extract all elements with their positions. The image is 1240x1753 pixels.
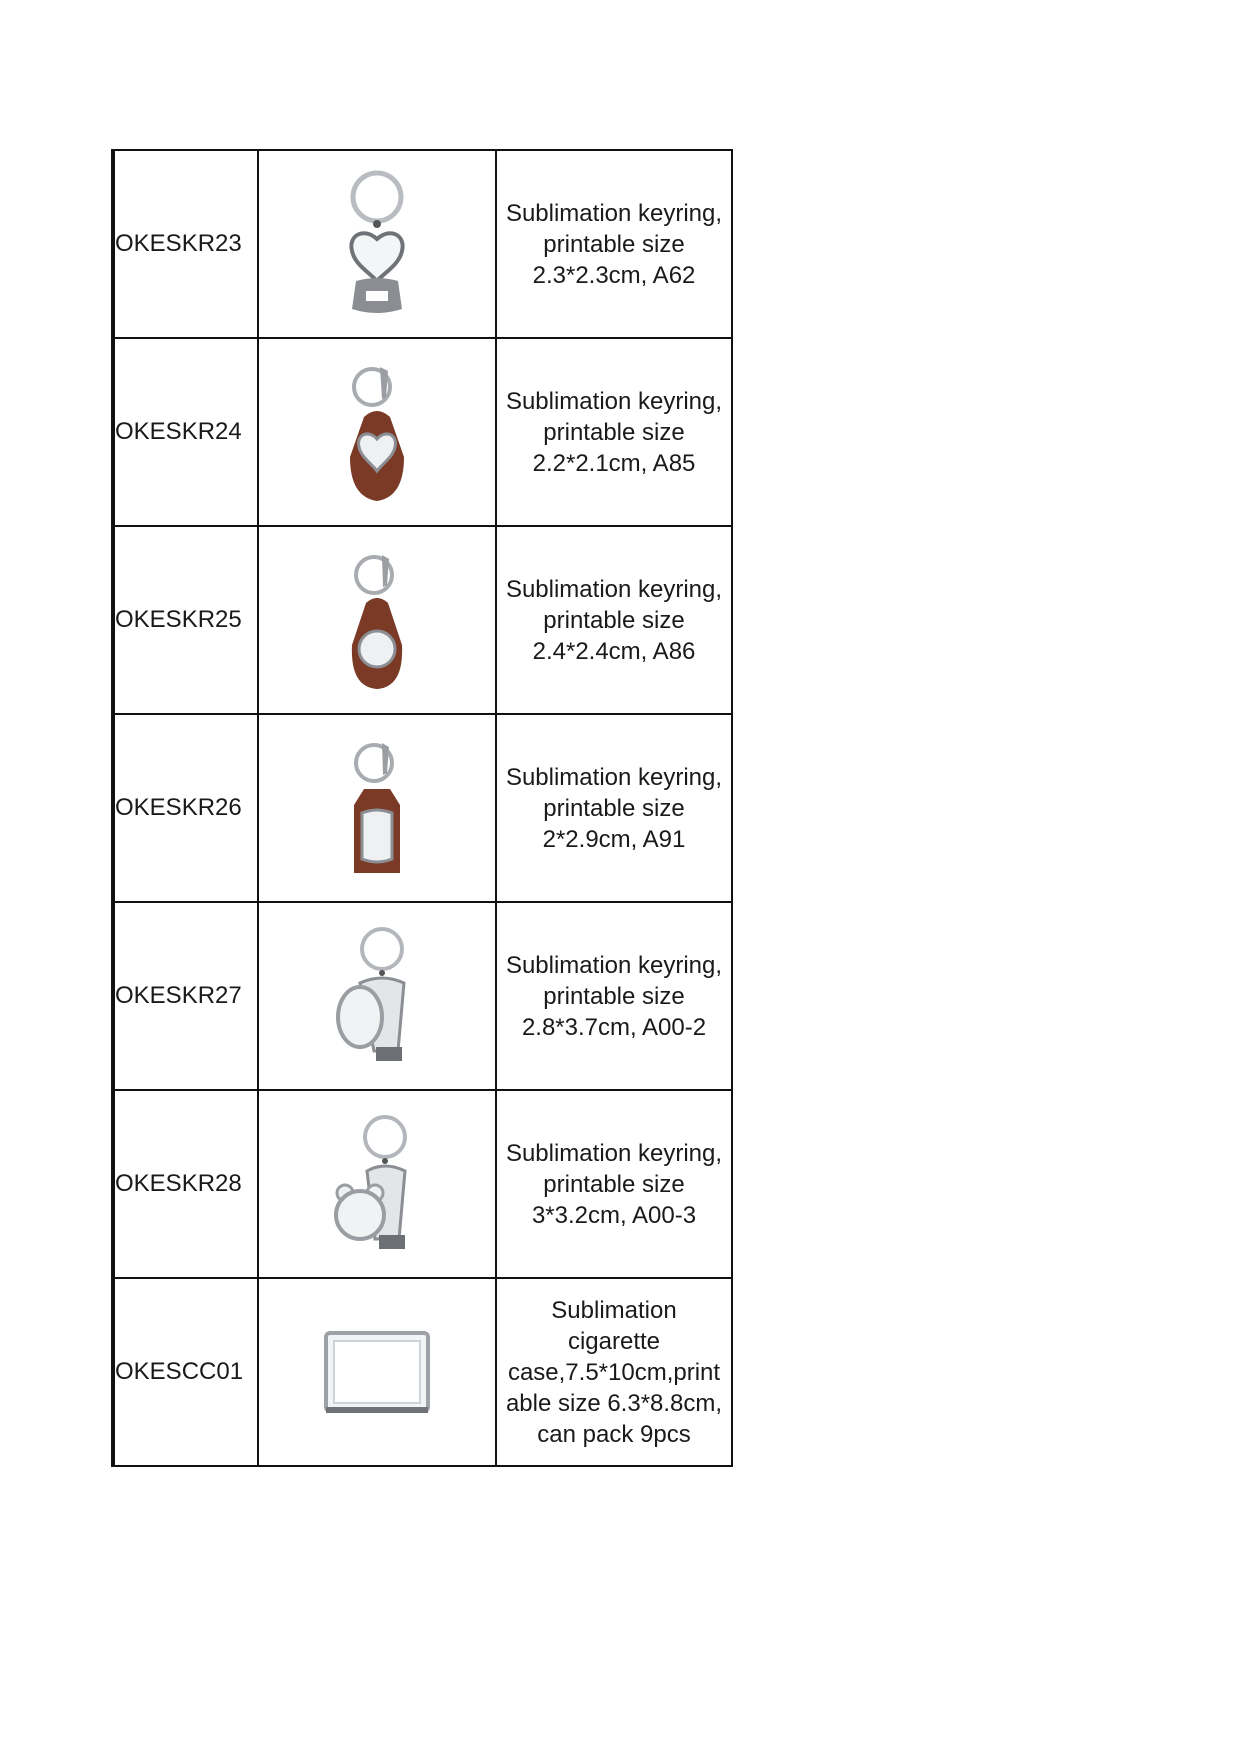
product-description: Sublimation keyring, printable size 2.4*2.4cm, A86 [496, 526, 732, 714]
product-table [111, 149, 733, 1467]
table-row [113, 150, 732, 338]
table-row [113, 338, 732, 526]
product-image-cell [258, 150, 496, 338]
heart-bottle-opener-keyring-icon [342, 169, 412, 319]
leather-rectangle-keyring-icon [342, 733, 412, 883]
product-description: Sublimation keyring, printable size 2*2.9cm, A91 [496, 714, 732, 902]
product-code: OKESKR27 [113, 902, 258, 1090]
cigarette-case-icon [322, 1327, 432, 1417]
leather-heart-keyring-icon [342, 357, 412, 507]
product-code: OKESKR26 [113, 714, 258, 902]
product-description: Sublimation keyring, printable size 2.3*2.3cm, A62 [496, 150, 732, 338]
product-image-cell [258, 1090, 496, 1278]
table-row [113, 902, 732, 1090]
product-code: OKESKR24 [113, 338, 258, 526]
leather-round-keyring-icon [342, 545, 412, 695]
product-code: OKESKR28 [113, 1090, 258, 1278]
product-image-cell [258, 902, 496, 1090]
product-image-cell [258, 714, 496, 902]
table-row [113, 1278, 732, 1466]
product-image-cell [258, 338, 496, 526]
table-row [113, 1090, 732, 1278]
table-row [113, 526, 732, 714]
product-description: Sublimation cigarette case,7.5*10cm,print able size 6.3*8.8cm, can pack 9pcs [496, 1278, 732, 1466]
nail-clipper-keyring-icon [332, 921, 422, 1071]
product-description: Sublimation keyring, printable size 3*3.2cm, A00-3 [496, 1090, 732, 1278]
product-image-cell [258, 1278, 496, 1466]
product-description: Sublimation keyring, printable size 2.2*2.1cm, A85 [496, 338, 732, 526]
product-code: OKESKR25 [113, 526, 258, 714]
product-image-cell [258, 526, 496, 714]
table-row [113, 714, 732, 902]
product-code: OKESKR23 [113, 150, 258, 338]
product-code: OKESCC01 [113, 1278, 258, 1466]
bear-nail-clipper-keyring-icon [327, 1109, 427, 1259]
product-description: Sublimation keyring, printable size 2.8*3.7cm, A00-2 [496, 902, 732, 1090]
